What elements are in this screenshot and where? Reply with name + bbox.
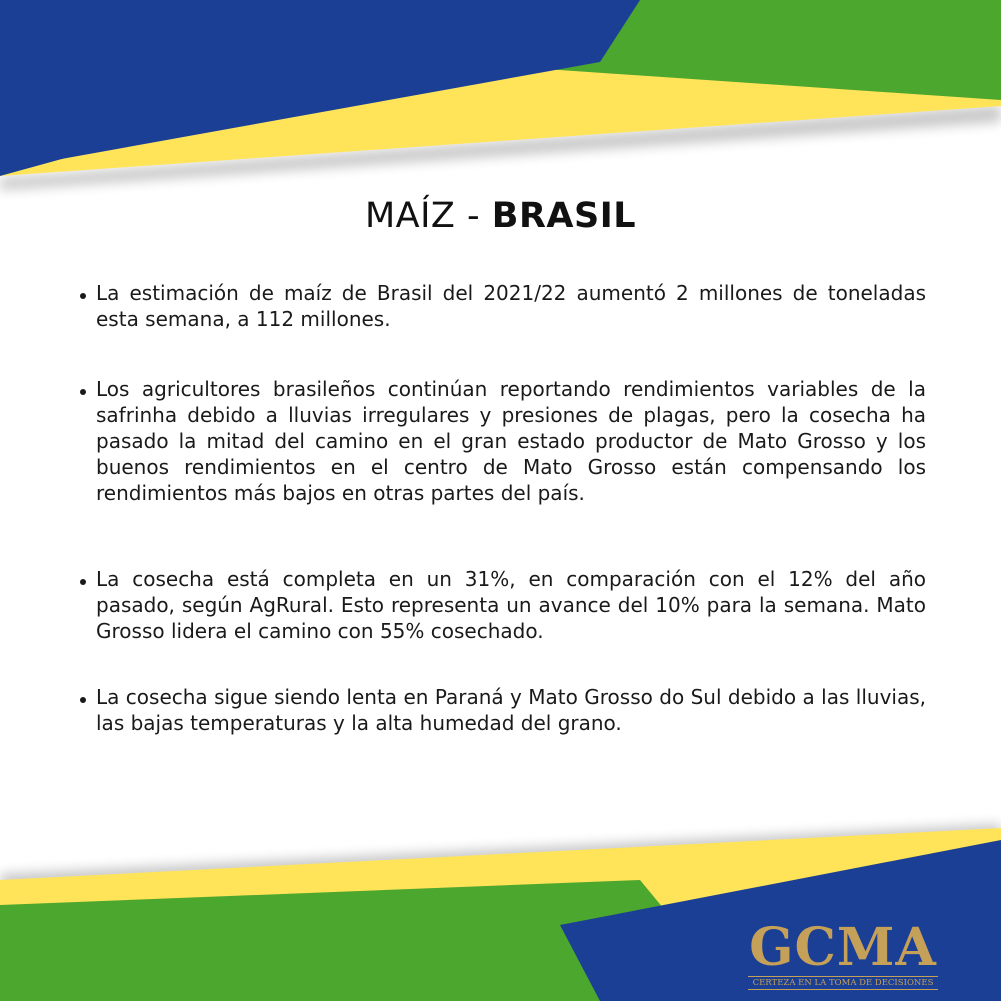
- bullet-item: Los agricultores brasileños continúan reportando rendimientos variables de la safrinha debido a lluvias irregulares y presiones de plagas, pero la cosecha ha pasado la mitad del camino en el gran estado productor de Mato Grosso y los buenos rendimientos en el centro de Mato Grosso están compensando los rendimientos más bajos en otras partes del país.: [74, 376, 926, 506]
- logo-wordmark: GCMA: [749, 917, 937, 978]
- bullet-item: La estimación de maíz de Brasil del 2021/22 aumentó 2 millones de toneladas esta semana, a 112 millones.: [74, 280, 926, 332]
- bullet-item: La cosecha está completa en un 31%, en comparación con el 12% del año pasado, según AgRural. Esto representa un avance del 10% para la semana. Mato Grosso lidera el camino con 55% cosechado.: [74, 566, 926, 644]
- logo-tagline: CERTEZA EN LA TOMA DE DECISIONES: [748, 976, 938, 990]
- title-emphasis: BRASIL: [491, 196, 637, 236]
- page-title: [0, 196, 1001, 236]
- title-prefix: MAÍZ -: [364, 196, 492, 236]
- bullet-item: La cosecha sigue siendo lenta en Paraná y Mato Grosso do Sul debido a las lluvias, las bajas temperaturas y la alta humedad del grano.: [74, 684, 926, 736]
- gcma-logo: [748, 917, 938, 990]
